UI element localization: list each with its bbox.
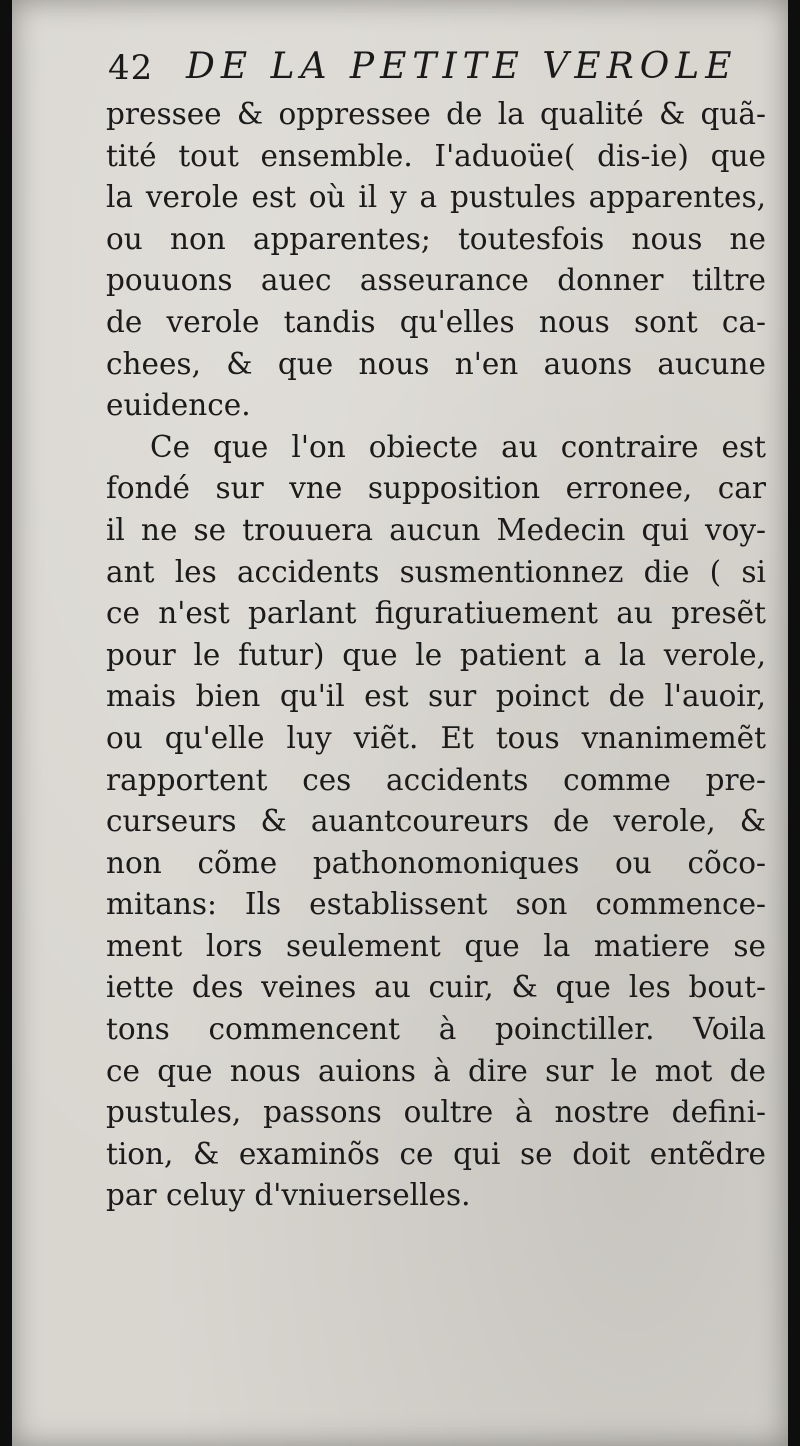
text-line: ou qu'elle luy viẽt. Et tous vnanimemẽt [106, 720, 766, 755]
text-line: de verole tandis qu'elles nous sont ca- [106, 304, 766, 339]
text-line: curseurs & auantcoureurs de verole, & [106, 804, 766, 839]
running-title: DE LA PETITE VEROLE [186, 46, 738, 87]
paragraph-2 [106, 427, 766, 1217]
scan-edge-left [0, 0, 12, 1446]
text-line: la verole est où il y a pustules apparentes, [106, 180, 766, 215]
text-line: tité tout ensemble. I'aduoüe( dis-ie) que [106, 138, 766, 173]
text-line: tion, & examinõs ce qui se doit entẽdre [106, 1136, 766, 1171]
page-header [108, 40, 738, 94]
text-line: non cõme pathonomoniques ou cõco- [106, 845, 766, 880]
text-line: pustules, passons oultre à nostre defini- [106, 1095, 766, 1130]
text-line: iette des veines au cuir, & que les bout- [106, 970, 766, 1005]
text-line: ce n'est parlant figuratiuement au presẽt [106, 596, 766, 631]
paragraph-1 [106, 94, 766, 427]
text-line: par celuy d'vniuerselles. [106, 1178, 471, 1213]
text-line: ce que nous auions à dire sur le mot de [106, 1053, 766, 1088]
text-line: pouuons auec asseurance donner tiltre [106, 263, 766, 298]
page-number: 42 [108, 48, 154, 88]
text-line: chees, & que nous n'en auons aucune [106, 346, 766, 381]
text-line: rapportent ces accidents comme pre- [106, 762, 766, 797]
text-line: ant les accidents susmentionnez die ( si [106, 554, 766, 589]
text-line: il ne se trouuera aucun Medecin qui voy- [106, 512, 766, 547]
text-line: pour le futur) que le patient a la verole, [106, 637, 766, 672]
text-line: ou non apparentes; toutesfois nous ne [106, 221, 766, 256]
text-line: mitans: Ils establissent son commence- [106, 887, 766, 922]
scan-edge-right [788, 0, 800, 1446]
page-body [106, 94, 766, 1217]
text-line: fondé sur vne supposition erronee, car [106, 471, 766, 506]
text-line: ment lors seulement que la matiere se [106, 928, 766, 963]
text-line: euidence. [106, 388, 251, 423]
text-line: tons commencent à poinctiller. Voila [106, 1012, 766, 1047]
text-line: Ce que l'on obiecte au contraire est [150, 429, 766, 464]
text-line: mais bien qu'il est sur poinct de l'auoir, [106, 679, 766, 714]
text-line: pressee & oppressee de la qualité & quã- [106, 97, 766, 131]
